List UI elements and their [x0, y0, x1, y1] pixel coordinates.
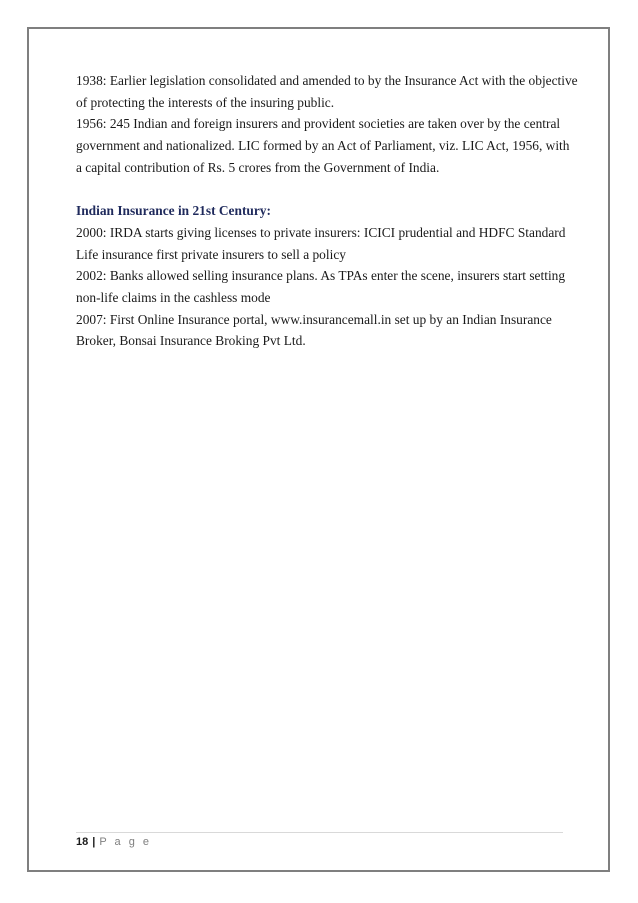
text-line: 1956: 245 Indian and foreign insurers and provident societies are taken over by the central [76, 116, 561, 132]
text-line: 2000: IRDA starts giving licenses to private insurers: ICICI prudential and HDFC Standard [76, 224, 566, 240]
text-line: 1938: Earlier legislation consolidated and amended to by the Insurance Act with the objective [76, 73, 578, 88]
page-footer [76, 836, 152, 848]
footer-divider [76, 832, 563, 833]
paragraph-spacer [76, 179, 576, 201]
text-line: non-life claims in the cashless mode [76, 290, 271, 306]
text-line: Life insurance first private insurers to sell a policy [76, 246, 346, 262]
page-label: P a g e [99, 836, 152, 848]
section-heading: Indian Insurance in 21st Century: [76, 203, 271, 219]
text-line: 2002: Banks allowed selling insurance plans. As TPAs enter the scene, insurers start setting [76, 268, 566, 284]
page-number: 18 [76, 836, 89, 848]
footer-separator: | [92, 836, 96, 848]
text-line: a capital contribution of Rs. 5 crores from the Government of India. [76, 159, 440, 175]
text-line: 2007: First Online Insurance portal, www.insurancemall.in set up by an Indian Insurance [76, 311, 552, 327]
text-line: of protecting the interests of the insuring public. [76, 94, 335, 110]
text-line: government and nationalized. LIC formed by an Act of Parliament, viz. LIC Act, 1956, with [76, 138, 570, 154]
text-line: Broker, Bonsai Insurance Broking Pvt Ltd. [76, 333, 306, 349]
body-text [76, 70, 576, 352]
